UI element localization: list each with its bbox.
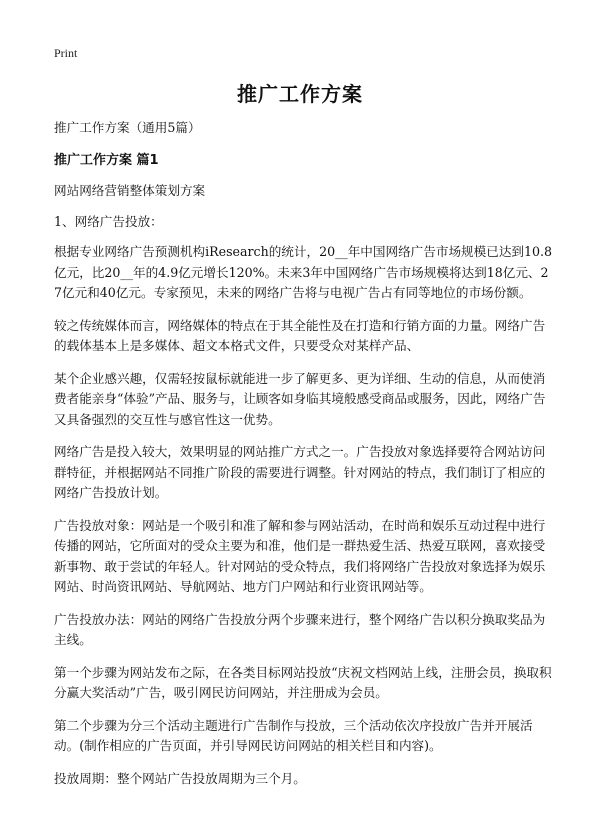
section-heading: 推广工作方案 篇1 — [54, 152, 159, 168]
paragraph: 第一个步骤为网站发布之际，在各类目标网站投放“庆祝文档网站上线，注册会员，换取积分赢大奖活动”广告，吸引网民访问网站，并注册成为会员。 — [54, 664, 552, 700]
paragraph: 投放周期：整个网站广告投放周期为三个月。 — [54, 770, 306, 786]
paragraph: 网络广告是投入较大，效果明显的网站推广方式之一。广告投放对象选择要符合网站访问群特征，并根据网站不同推广阶段的需要进行调整。针对网站的特点，我们制订了相应的网络广告投放计划。 — [54, 444, 546, 500]
paragraph: 某个企业感兴趣，仅需轻按鼠标就能进一步了解更多、更为详细、生动的信息，从而使消费者能亲身“体验”产品、服务与，让顾客如身临其境般感受商品或服务，因此，网络广告又具备强烈的交互性与感官性这一优势。 — [54, 370, 546, 427]
print-label: Print — [54, 46, 78, 60]
paragraph: 广告投放对象：网站是一个吸引和准了解和参与网站活动，在时尚和娱乐互动过程中进行传播的网站，它所面对的受众主要为和准，他们是一群热爱生活、热爱互联网，喜欢接受新事物、敢于尝试的年轻人。针对网站的受众特点，我们将网络广告投放对象选择为娱乐网站、时尚资讯网站、导航网站、地方门户网站和行业资讯网站等。 — [54, 517, 546, 594]
paragraph: 较之传统媒体而言，网络媒体的特点在于其全能性及在打造和行销方面的力量。网络广告的载体基本上是多媒体、超文本格式文件，只要受众对某样产品、 — [54, 317, 546, 353]
page-title: 推广工作方案 — [237, 82, 363, 106]
paragraph: 广告投放办法：网站的网络广告投放分两个步骤来进行，整个网络广告以积分换取奖品为主线。 — [54, 611, 546, 647]
plan-title: 网站网络营销整体策划方案 — [54, 183, 206, 198]
item-heading: 1、网络广告投放： — [54, 213, 163, 229]
paragraph: 根据专业网络广告预测机构iResearch的统计，20__年中国网络广告市场规模已达到10.8亿元，比20__年的4.9亿元增长120%。未来3年中国网络广告市场规模将达到18亿元、27亿元和40亿元。专家预见，未来的网络广告将与电视广告占有同等地位的市场份额。 — [54, 244, 553, 300]
document-subtitle: 推广工作方案（通用5篇） — [54, 120, 201, 135]
document-body — [54, 118, 554, 801]
paragraph: 第二个步骤为分三个活动主题进行广告制作与投放，三个活动依次序投放广告并开展活动。(制作相应的广告页面，并引导网民访问网站的相关栏目和内容)。 — [54, 717, 533, 753]
